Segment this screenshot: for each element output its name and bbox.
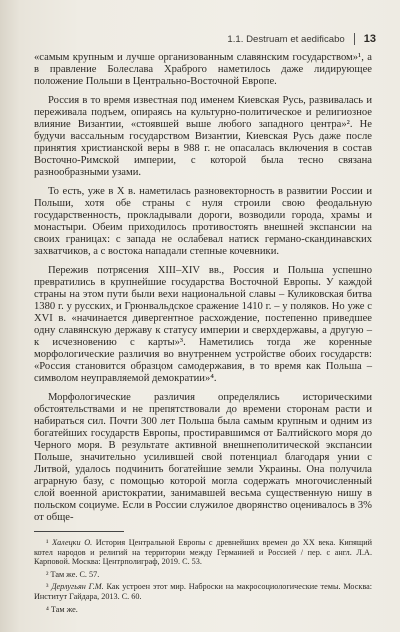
page-body (34, 52, 372, 617)
footnote-2 (34, 570, 372, 580)
footnote-1 (34, 538, 372, 567)
paragraph-3: То есть, уже в Х в. наметилась разновекторность в развитии России и Польши, хотя обе страны с нуля строили свою феодальную государственность, прокладывали дороги, возводили города, храмы и монастыри. Обеим приходилось противостоять внешней экспансии на своих границах: с запада не ослабевал натиск германо-скандинавских захватчиков, а с востока нападали степные кочевники. (34, 186, 372, 257)
paragraph-5: Морфологические различия определялись историческими обстоятельствами и не препятствовали до времени сторонам расти и набираться сил. Почти 300 лет Польша была самым крупным и одним из богатейших государств Европы, простиравшимся от Балтийского моря до Черного моря. В результате активной внешнеполитической экспансии Польше, значительно усилившей свой потенциал благодаря унии с Литвой, удалось подчинить богатейшие земли Украины. Она получила аграрную базу, с помощью которой могла содержать многочисленный слой военной аристократии, занимавшей весьма существенную нишу в польском социуме. Если в России служилое дворянство оценивалось в 3% от обще- (34, 392, 372, 523)
section-title: 1.1. Destruam et aedificabo (227, 33, 345, 45)
header-divider (354, 33, 355, 45)
footnote-marker: ¹ (46, 538, 49, 547)
running-head (227, 33, 376, 45)
footnote-marker: ³ (46, 582, 49, 592)
footnote-marker: ² (46, 569, 49, 579)
footnote-text: Там же. С. 57. (50, 569, 100, 579)
footnote-3 (34, 582, 372, 601)
footnote-author: Дерлугьян Г.М. (51, 582, 104, 592)
footnote-4 (34, 605, 372, 615)
page-number: 13 (363, 33, 376, 45)
footnote-text: История Центральной Европы с древнейших времен до XX века. Кипящий котел народов и религий на территории между Германией и Россией / пер. с англ. Л.А. Карповой. Москва: Центрполиграф, 2019. С. 53. (34, 538, 372, 567)
footnote-text: Там же. (50, 604, 78, 614)
paragraph-1: «самым крупным и лучше организованным славянским государством»¹, а в правление Болеслава Храброго наметилось даже лидирующее положение Польши в Центрально-Восточной Европе. (34, 52, 372, 87)
paragraph-4: Пережив потрясения XIII–XIV вв., Россия и Польша успешно превратились в крупнейшие государства Восточной Европы. У каждой страны на этом пути были вехи национальной славы – Куликовская битва 1380 г. у русских, и Грюнвальдское сражение 1410 г. – у поляков. Но уже с XVI в. «начинается дивергентное расхождение, постепенно приведшее одну славянскую державу к статусу империи и сверхдержавы, а другую – к исчезновению с карты»³. Наметились тогда же коренные морфологические различия во внутреннем устройстве обоих государств: «Россия становится образцом самодержавия, в то время как Польша – символом неуправляемой демократии»⁴. (34, 265, 372, 384)
paragraph-2: Россия в то время известная под именем Киевская Русь, развивалась и переживала подъем, опираясь на культурно-политическое и религиозное влияние Византии, «стоявшей выше любого западного центра»². Не будучи вассальным государством Византии, Киевская Русь даже после принятия христианской веры в 988 г. не опасалась включения в состав Восточно-Римской империи, с которой была тесно связана разнообразными узами. (34, 95, 372, 178)
footnote-author: Халецки О. (52, 538, 93, 547)
footnote-rule (34, 531, 124, 532)
footnote-marker: ⁴ (46, 604, 49, 614)
footnote-text: Как устроен этот мир. Наброски на макросоциологические темы. Москва: Институт Гайдара, 2013. С. 60. (34, 582, 372, 601)
